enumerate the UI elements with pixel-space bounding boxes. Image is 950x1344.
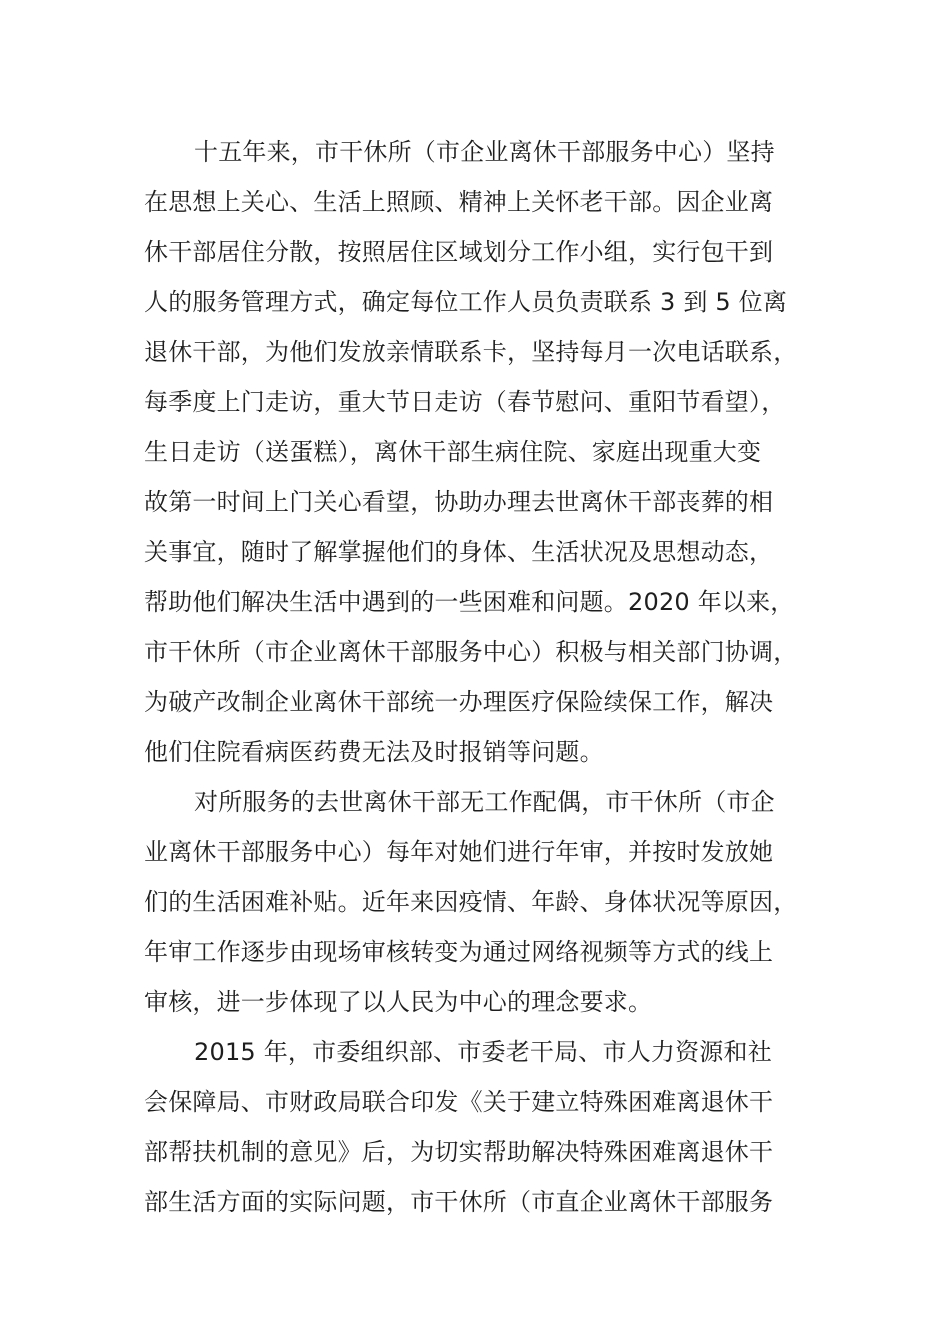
paragraph-line: 会保障局、市财政局联合印发《关于建立特殊困难离退休干 xyxy=(144,1088,774,1116)
paragraph-line: 审核，进一步体现了以人民为中心的理念要求。 xyxy=(144,988,653,1016)
paragraph-line: 市干休所（市企业离休干部服务中心）积极与相关部门协调， xyxy=(144,638,798,666)
paragraph-line: 业离休干部服务中心）每年对她们进行年审，并按时发放她 xyxy=(144,838,774,866)
paragraph-line: 在思想上关心、生活上照顾、精神上关怀老干部。因企业离 xyxy=(144,188,774,216)
paragraph-line: 部帮扶机制的意见》后，为切实帮助解决特殊困难离退休干 xyxy=(144,1138,774,1166)
paragraph-line: 人的服务管理方式，确定每位工作人员负责联系 3 到 5 位离 xyxy=(144,288,788,316)
body-text xyxy=(144,127,814,1227)
paragraph-line: 帮助他们解决生活中遇到的一些困难和问题。2020 年以来， xyxy=(144,588,795,616)
paragraph-line: 对所服务的去世离休干部无工作配偶，市干休所（市企 xyxy=(194,788,775,816)
paragraph-line: 为破产改制企业离休干部统一办理医疗保险续保工作，解决 xyxy=(144,688,774,716)
paragraph-line: 每季度上门走访，重大节日走访（春节慰问、重阳节看望）， xyxy=(144,388,786,416)
paragraph-line: 生日走访（送蛋糕），离休干部生病住院、家庭出现重大变 xyxy=(144,438,762,466)
paragraph-line: 部生活方面的实际问题，市干休所（市直企业离休干部服务 xyxy=(144,1188,774,1216)
paragraph-line: 休干部居住分散，按照居住区域划分工作小组，实行包干到 xyxy=(144,238,774,266)
paragraph-line: 年审工作逐步由现场审核转变为通过网络视频等方式的线上 xyxy=(144,938,774,966)
paragraph-line: 十五年来，市干休所（市企业离休干部服务中心）坚持 xyxy=(194,138,775,166)
paragraph-line: 故第一时间上门关心看望，协助办理去世离休干部丧葬的相 xyxy=(144,488,774,516)
paragraph-line: 关事宜，随时了解掌握他们的身体、生活状况及思想动态， xyxy=(144,538,774,566)
paragraph-line: 他们住院看病医药费无法及时报销等问题。 xyxy=(144,738,604,766)
paragraph-line: 退休干部，为他们发放亲情联系卡，坚持每月一次电话联系， xyxy=(144,338,798,366)
paragraph-line: 们的生活困难补贴。近年来因疫情、年龄、身体状况等原因， xyxy=(144,888,798,916)
paragraph-line: 2015 年，市委组织部、市委老干局、市人力资源和社 xyxy=(194,1038,772,1066)
